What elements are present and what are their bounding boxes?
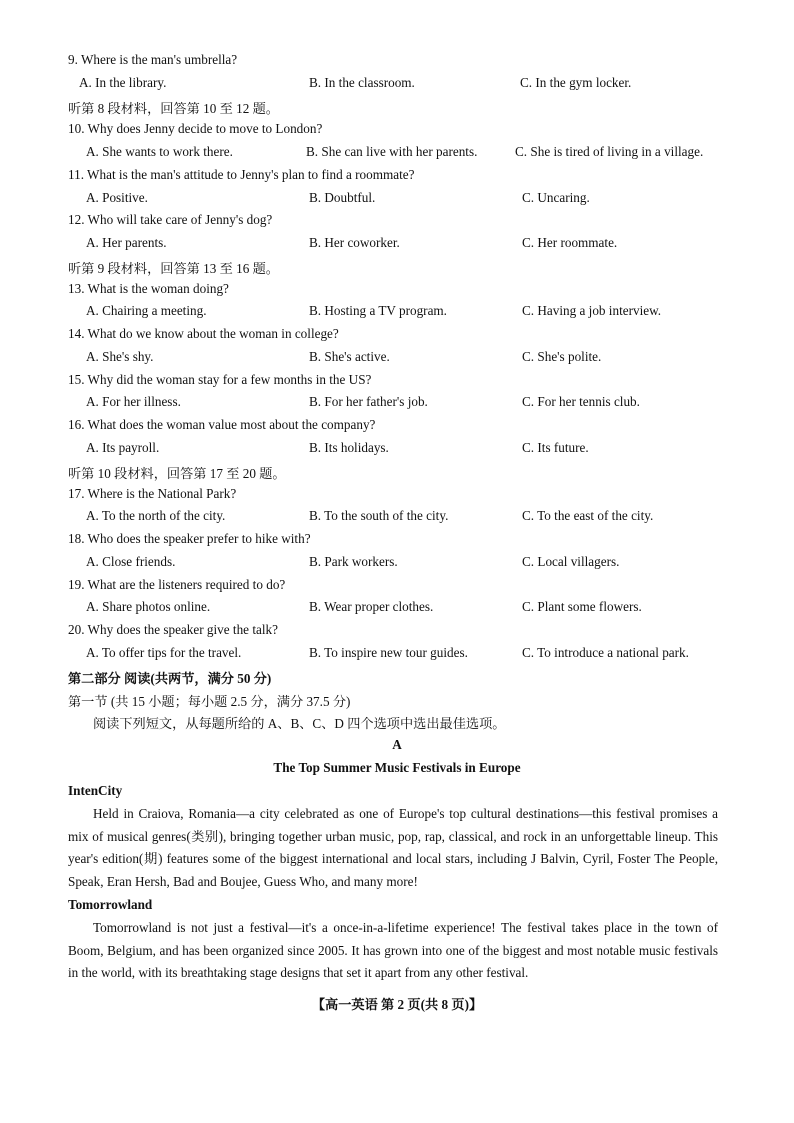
question-12-stem: 12. Who will take care of Jenny's dog? — [68, 212, 273, 227]
question-14-options — [0, 349, 794, 367]
question-18-options — [0, 554, 794, 572]
option-a: A. Share photos online. — [86, 599, 211, 614]
option-b: B. Doubtful. — [309, 190, 376, 205]
option-b: B. In the classroom. — [309, 75, 415, 90]
question-13-options — [0, 303, 794, 321]
section-8-instruction: 听第 8 段材料，回答第 10 至 12 题。 — [68, 101, 279, 116]
option-c: C. To introduce a national park. — [522, 645, 689, 660]
option-a: A. Her parents. — [86, 235, 167, 250]
question-20-options — [0, 645, 794, 663]
reading-instruction: 阅读下列短文，从每题所给的 A、B、C、D 四个选项中选出最佳选项。 — [93, 716, 506, 731]
option-a: A. For her illness. — [86, 394, 181, 409]
passage-title: The Top Summer Music Festivals in Europe — [273, 760, 521, 775]
question-13-stem: 13. What is the woman doing? — [68, 281, 229, 296]
option-c: C. In the gym locker. — [520, 75, 632, 90]
part-two-heading: 第二部分 阅读(共两节，满分 50 分) — [68, 671, 272, 686]
option-c: C. Plant some flowers. — [522, 599, 642, 614]
option-a: A. Close friends. — [86, 554, 176, 569]
question-9-stem: 9. Where is the man's umbrella? — [68, 52, 238, 67]
option-c: C. She's polite. — [522, 349, 602, 364]
option-c: C. Her roommate. — [522, 235, 618, 250]
section-9-instruction: 听第 9 段材料，回答第 13 至 16 题。 — [68, 261, 279, 276]
question-15-stem: 15. Why did the woman stay for a few months in the US? — [68, 372, 372, 387]
question-9-options — [0, 75, 794, 93]
option-b: B. To inspire new tour guides. — [309, 645, 468, 660]
option-c: C. Its future. — [522, 440, 589, 455]
option-c: C. To the east of the city. — [522, 508, 654, 523]
question-15-options — [0, 394, 794, 412]
option-a: A. To the north of the city. — [86, 508, 226, 523]
question-10-stem: 10. Why does Jenny decide to move to London? — [68, 121, 323, 136]
option-b: B. To the south of the city. — [309, 508, 449, 523]
option-a: A. Chairing a meeting. — [86, 303, 207, 318]
option-c: C. Uncaring. — [522, 190, 590, 205]
festival-2-name: Tomorrowland — [68, 897, 153, 912]
option-b: B. Its holidays. — [309, 440, 389, 455]
question-17-stem: 17. Where is the National Park? — [68, 486, 237, 501]
option-c: C. She is tired of living in a village. — [515, 144, 704, 159]
option-c: C. Having a job interview. — [522, 303, 662, 318]
question-16-stem: 16. What does the woman value most about the company? — [68, 417, 376, 432]
page-footer: 【高一英语 第 2 页(共 8 页)】 — [311, 997, 483, 1012]
option-a: A. To offer tips for the travel. — [86, 645, 242, 660]
option-a: A. Positive. — [86, 190, 148, 205]
question-20-stem: 20. Why does the speaker give the talk? — [68, 622, 278, 637]
option-a: A. She's shy. — [86, 349, 154, 364]
festival-1-name: IntenCity — [68, 783, 123, 798]
option-b: B. For her father's job. — [309, 394, 428, 409]
option-b: B. She's active. — [309, 349, 390, 364]
passage-letter: A — [392, 737, 402, 752]
option-b: B. Her coworker. — [309, 235, 400, 250]
question-17-options — [0, 508, 794, 526]
option-a: A. She wants to work there. — [86, 144, 233, 159]
question-10-options — [0, 144, 794, 162]
question-14-stem: 14. What do we know about the woman in college? — [68, 326, 339, 341]
option-b: B. Park workers. — [309, 554, 398, 569]
section-10-instruction: 听第 10 段材料，回答第 17 至 20 题。 — [68, 466, 286, 481]
festival-2-paragraph: Tomorrowland is not just a festival—it's a once-in-a-lifetime experience! The festival takes place in the town of Boom, Belgium, and has been organized since 2005. It has grown into one of the biggest and most notable music festivals in the world, with its breathtaking stage designs that set it apart from any other festival. — [68, 920, 718, 981]
question-19-options — [0, 599, 794, 617]
question-11-stem: 11. What is the man's attitude to Jenny's plan to find a roommate? — [68, 167, 415, 182]
question-16-options — [0, 440, 794, 458]
option-b: B. She can live with her parents. — [306, 144, 478, 159]
option-c: C. For her tennis club. — [522, 394, 640, 409]
question-12-options — [0, 235, 794, 253]
question-19-stem: 19. What are the listeners required to do? — [68, 577, 286, 592]
option-a: A. In the library. — [79, 75, 167, 90]
festival-1-paragraph: Held in Craiova, Romania—a city celebrated as one of Europe's top cultural destinations—this festival promises a mix of musical genres(类别), bringing together urban music, pop, rap, classical, and rock in an unforgettable lineup. This year's edition(期) features some of the biggest international and local stars, including J Balvin, Cyril, Foster The People, Speak, Eran Hersh, Bad and Boujee, Guess Who, and many more! — [68, 806, 718, 890]
option-b: B. Wear proper clothes. — [309, 599, 434, 614]
option-a: A. Its payroll. — [86, 440, 160, 455]
question-18-stem: 18. Who does the speaker prefer to hike with? — [68, 531, 311, 546]
section-one-heading: 第一节 (共 15 小题；每小题 2.5 分，满分 37.5 分) — [68, 694, 351, 709]
option-c: C. Local villagers. — [522, 554, 620, 569]
question-11-options — [0, 190, 794, 208]
option-b: B. Hosting a TV program. — [309, 303, 447, 318]
